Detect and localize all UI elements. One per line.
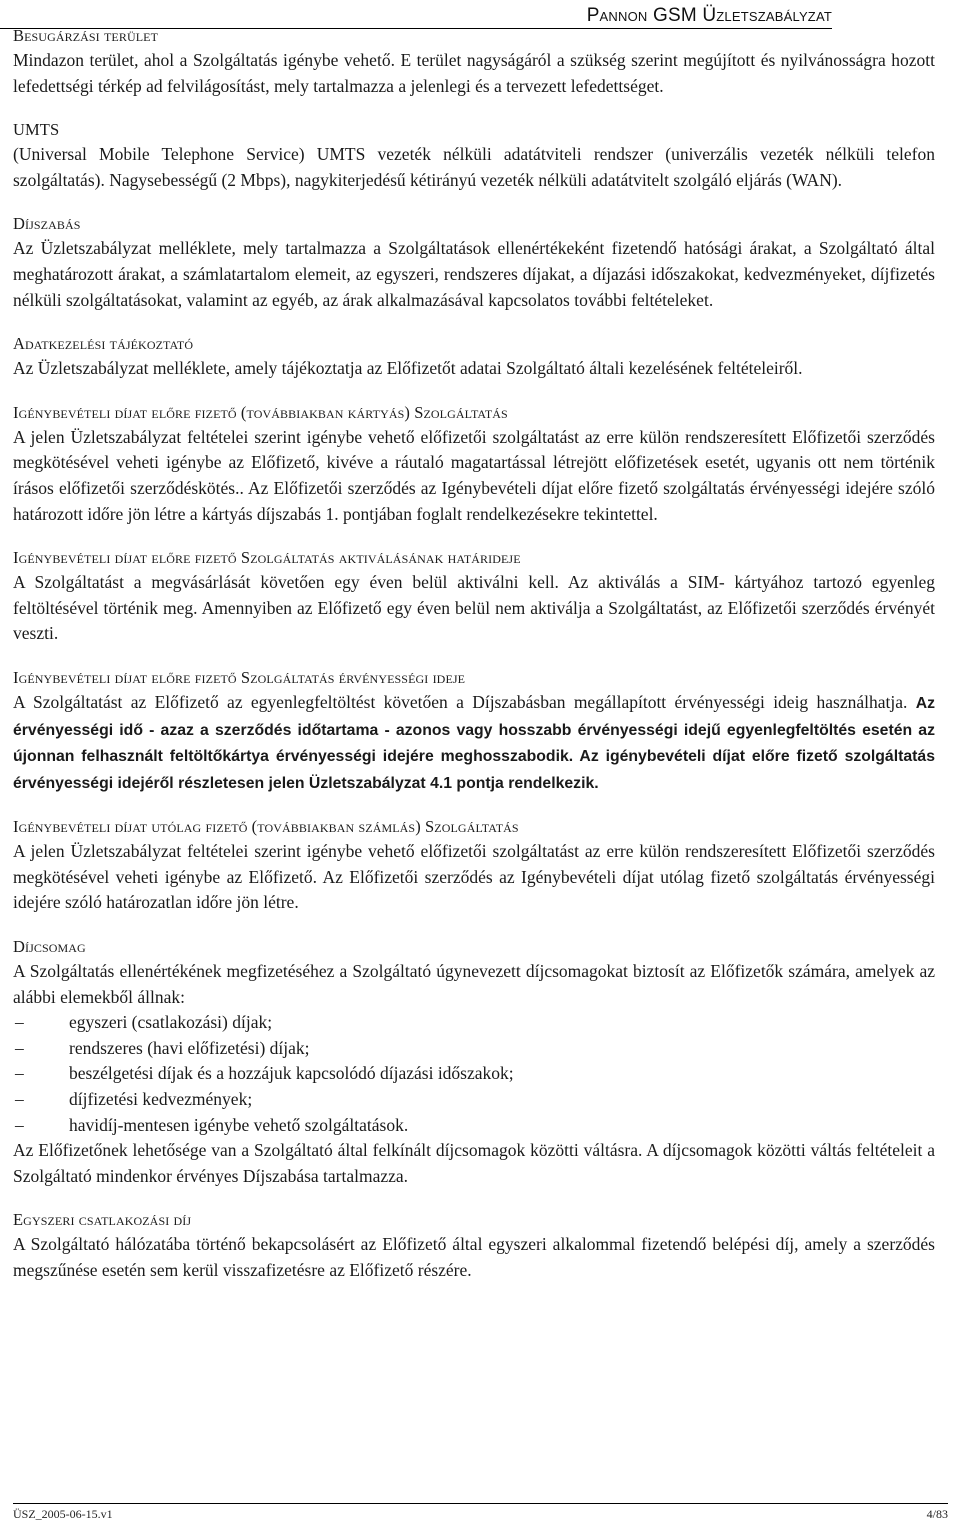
section-text: Az Üzletszabályzat melléklete, amely tájékoztatja az Előfizetőt adatai Szolgáltató általi kezelésének feltételeiről.: [13, 358, 803, 379]
list-item: – egyszeri (csatlakozási) díjak;: [13, 1010, 935, 1036]
section-text: A Szolgáltató hálózatába történő bekapcsolásért az Előfizető által egyszeri alkalommal fizetendő belépési díj, amely a szerződés megszűnése esetén sem kerül visszafizetésre az Előfizető részére.: [13, 1234, 935, 1280]
list-item: – díjfizetési kedvezmények;: [13, 1087, 935, 1113]
list-item: – havidíj-mentesen igénybe vehető szolgáltatások.: [13, 1113, 935, 1139]
footer-page-number: 4/83: [926, 1507, 948, 1521]
section-dijcsomag: [13, 937, 935, 1189]
section-heading: Díjszabás: [13, 214, 81, 234]
section-heading: Igénybevételi díjat előre fizető (továbbiakban kártyás) Szolgáltatás: [13, 402, 508, 422]
dash-bullet-icon: –: [15, 1063, 24, 1084]
dash-bullet-icon: –: [15, 1037, 24, 1058]
dash-bullet-icon: –: [15, 1114, 24, 1135]
list-item: – beszélgetési díjak és a hozzájuk kapcsolódó díjazási időszakok;: [13, 1061, 935, 1087]
section-text: (Universal Mobile Telephone Service) UMTS vezeték nélküli adatátviteli rendszer (univerzális vezeték nélküli telefon szolgáltatás). Nagysebességű (2 Mbps), nagykiterjedésű kétirányú vezeték nélküli adatátvitelt szolgáló eljárás (WAN).: [13, 144, 935, 190]
section-heading: UMTS: [13, 120, 60, 140]
section-text: Mindazon terület, ahol a Szolgáltatás igénybe vehető. E terület nagyságáról a szükség szerint megújított és nyilvánosságra hozott lefedettségi térkép ad felvilágosítást, mely tartalmazza a jelenlegi és a tervezett lefedettséget.: [13, 50, 935, 96]
list-item: – rendszeres (havi előfizetési) díjak;: [13, 1036, 935, 1062]
section-text: Az Üzletszabályzat melléklete, mely tartalmazza a Szolgáltatások ellenértékeként fizetendő hatósági árakat, a Szolgáltató által meghatározott árakat, a számlatartalom elemeit, az egyszeri, rendszeres díjakat, a díjazási időszakokat, kedvezményeket, díjfizetés nélküli szolgáltatásokat, valamint az egyéb, az árak alkalmazásával kapcsolatos további feltételeket.: [13, 238, 935, 310]
section-heading: Igénybevételi díjat utólag fizető (továbbiakban számlás) Szolgáltatás: [13, 817, 519, 837]
document-body: [13, 26, 935, 1305]
page-footer: [13, 1503, 948, 1522]
section-adatkezelesi: [13, 334, 935, 382]
section-heading: Egyszeri csatlakozási díj: [13, 1210, 192, 1230]
section-szamlas: [13, 817, 935, 916]
section-text: A jelen Üzletszabályzat feltételei szerint igénybe vehető előfizetői szolgáltatást az erre külön rendszeresített Előfizetői szerződés megkötésével veheti igénybe az Előfizető, kivéve a ráutaló magatartással létrejött előfizetések esetét, ugyanis ott nem történik írásos előfizetői szerződéskötés.. Az Előfizetői szerződés az Igénybevételi díjat előre fizető szolgáltatás érvényességi idejére szóló határozott időre jön létre a kártyás díjszabás 1. pontjában foglalt rendelkezésekre tekintettel.: [13, 426, 935, 524]
section-kartyas: [13, 403, 935, 527]
dijcsomag-list: [13, 1010, 935, 1138]
section-umts: [13, 120, 935, 193]
section-text-bold: Az érvényességi idő - azaz a szerződés időtartama - azonos vagy hosszabb érvényességi idejű egyenlegfeltöltés esetén az újonnan felhasznált feltöltőkártya érvényességi idejére meghosszabodik. Az igénybevételi díjat előre fizető szolgáltatás érvényességi idejéről részletesen jelen Üzletszabályzat 4.1 pontja rendelkezik.: [13, 694, 936, 792]
section-heading: Díjcsomag: [13, 937, 86, 957]
section-aktivalas: [13, 548, 935, 647]
section-intro: A Szolgáltatás ellenértékének megfizetéséhez a Szolgáltató úgynevezett díjcsomagokat biztosít az Előfizetők számára, amelyek az alábbi elemekből állnak:: [13, 961, 935, 1007]
dash-bullet-icon: –: [15, 1089, 24, 1110]
footer-doc-id: ÜSZ_2005-06-15.v1: [13, 1507, 113, 1521]
section-text: [13, 690, 935, 796]
section-ervenyesseg: [13, 668, 935, 796]
section-heading: Besugárzási terület: [13, 26, 159, 45]
section-text: A jelen Üzletszabályzat feltételei szerint igénybe vehető előfizetői szolgáltatást az erre külön rendszeresített Előfizetői szerződés megkötésével veheti igénybe az Előfizető. Az Előfizetői szerződés az Igénybevételi díjat utólag fizető szolgáltatás érvényességi idejére szóló határozatlan időre jön létre.: [13, 841, 935, 913]
section-text: A Szolgáltatást a megvásárlását követően egy éven belül aktiválni kell. Az aktiválás a SIM- kártyához tartozó egyenleg feltöltésével történik meg. Amennyiben az Előfizető egy éven belül nem aktiválja a Szolgáltatást, az Előfizetői szerződés érvényét veszti.: [13, 572, 935, 644]
section-csatlakozasi: [13, 1210, 935, 1283]
header-title: Pannon GSM Üzletszabályzat: [586, 5, 832, 26]
section-dijszabas: [13, 214, 935, 313]
section-besugarzasi: [13, 26, 935, 99]
section-outro: Az Előfizetőnek lehetősége van a Szolgáltató által felkínált díjcsomagok közötti váltásra. A díjcsomagok közötti váltás feltételeit a Szolgáltató mindenkor érvényes Díjszabása tartalmazza.: [13, 1140, 935, 1186]
dash-bullet-icon: –: [15, 1012, 24, 1033]
section-heading: Igénybevételi díjat előre fizető Szolgáltatás aktiválásának határideje: [13, 548, 521, 568]
section-heading: Igénybevételi díjat előre fizető Szolgáltatás érvényességi ideje: [13, 667, 466, 687]
section-heading: Adatkezelési tájékoztató: [13, 334, 194, 354]
section-text-normal: A Szolgáltatást az Előfizető az egyenlegfeltöltést követően a Díjszabásban megállapított érvényességi ideig használhatja.: [13, 691, 908, 712]
